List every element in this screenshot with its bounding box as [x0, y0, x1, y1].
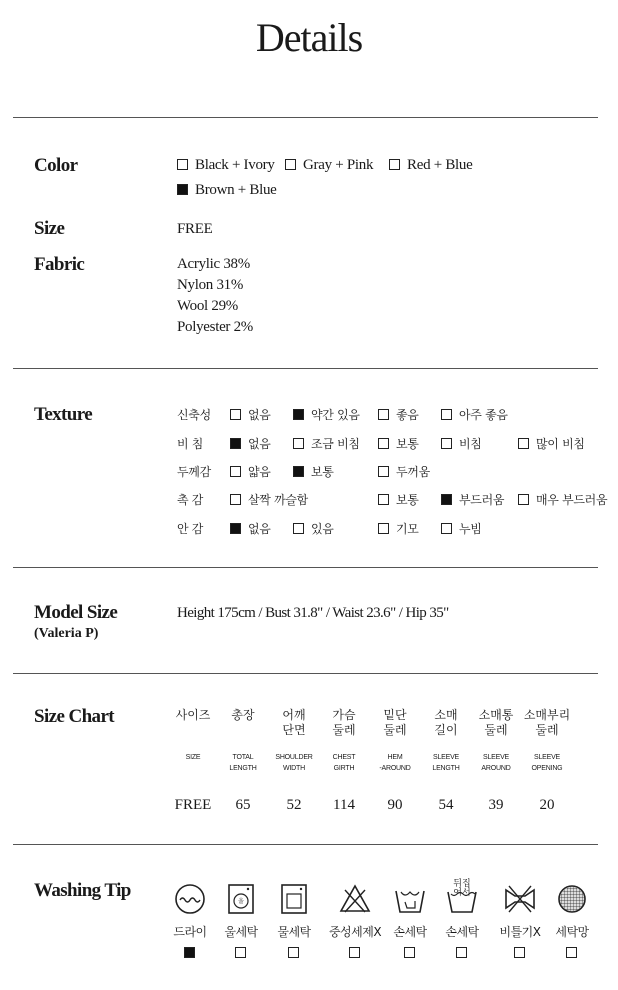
size-chart-header-en: CHEST GIRTH — [332, 754, 356, 772]
checkbox — [441, 409, 452, 420]
dry-clean-icon — [173, 882, 207, 916]
size-value: FREE — [177, 221, 213, 237]
checkbox — [230, 523, 241, 534]
washing-checkbox — [514, 947, 525, 958]
size-chart-header: 소매부리 둘레 — [523, 708, 571, 737]
size-chart-value: 65 — [235, 797, 251, 813]
washing-label: 손세탁 — [445, 925, 479, 939]
size-chart-header-en: SIZE — [185, 754, 201, 761]
size-chart-header: 총장 — [231, 708, 255, 722]
size-label: Size — [34, 218, 65, 239]
size-chart-header: 밑단 둘레 — [383, 708, 407, 737]
checkbox — [389, 159, 400, 170]
texture-row-label: 신축성 — [177, 408, 211, 422]
checkbox — [518, 438, 529, 449]
texture-option: 없음 — [230, 520, 271, 537]
fabric-label: Fabric — [34, 254, 85, 275]
checkbox — [293, 466, 304, 477]
checkbox — [378, 494, 389, 505]
fabric-item: Wool 29% — [177, 298, 238, 314]
washing-checkbox — [349, 947, 360, 958]
checkbox — [378, 409, 389, 420]
washing-label: 손세탁 — [393, 925, 427, 939]
checkbox — [441, 523, 452, 534]
washing-label: 물세탁 — [277, 925, 311, 939]
color-option: Red + Blue — [389, 157, 472, 174]
checkbox — [378, 466, 389, 477]
checkbox — [293, 409, 304, 420]
washing-label: 세탁망 — [555, 925, 589, 939]
washing-checkbox — [184, 947, 195, 958]
washing-checkbox — [456, 947, 467, 958]
laundry-net-icon — [555, 882, 589, 916]
size-chart-header-en: SLEEVE AROUND — [481, 754, 511, 772]
no-bleach-icon — [338, 882, 372, 916]
texture-option: 많이 비침 — [518, 435, 585, 452]
washing-label: 울세탁 — [224, 925, 258, 939]
texture-option: 없음 — [230, 406, 271, 423]
size-chart-header-en: SHOULDER WIDTH — [275, 754, 313, 772]
texture-row-label: 비 침 — [177, 437, 204, 451]
washing-label: 드라이 — [173, 925, 207, 939]
washing-label: 중성세제X — [328, 925, 382, 939]
size-chart-value: 52 — [286, 797, 302, 813]
size-chart-value: 90 — [387, 797, 403, 813]
color-option: Gray + Pink — [285, 157, 373, 174]
color-option: Brown + Blue — [177, 182, 277, 199]
texture-option: 부드러움 — [441, 491, 504, 508]
checkbox — [378, 438, 389, 449]
washing-checkbox — [404, 947, 415, 958]
divider — [13, 673, 598, 674]
model-measurements: Height 175cm / Bust 31.8" / Waist 23.6" / Hip 35" — [177, 605, 449, 621]
size-chart-value: 54 — [438, 797, 454, 813]
machine-wash-icon — [277, 882, 311, 916]
texture-option: 좋음 — [378, 406, 419, 423]
washing-checkbox — [235, 947, 246, 958]
texture-option: 보통 — [378, 491, 419, 508]
texture-label: Texture — [34, 404, 93, 425]
checkbox — [177, 159, 188, 170]
no-wring-icon — [503, 882, 537, 916]
size-chart-header: 사이즈 — [175, 708, 211, 722]
checkbox — [230, 466, 241, 477]
size-chart-header: 소매통 둘레 — [478, 708, 514, 737]
washing-label: 비틀기X — [499, 925, 541, 939]
size-chart-value: FREE — [174, 797, 212, 813]
color-option: Black + Ivory — [177, 157, 275, 174]
washing-tip-label: Washing Tip — [34, 880, 131, 901]
texture-option: 보통 — [293, 463, 334, 480]
texture-row-label: 안 감 — [177, 522, 204, 536]
divider — [13, 368, 598, 369]
model-name: (Valeria P) — [34, 626, 99, 641]
checkbox — [441, 494, 452, 505]
size-chart-label: Size Chart — [34, 706, 115, 727]
checkbox — [518, 494, 529, 505]
texture-option: 두꺼움 — [378, 463, 430, 480]
texture-option: 없음 — [230, 435, 271, 452]
washing-checkbox — [288, 947, 299, 958]
texture-option: 매우 부드러움 — [518, 491, 607, 508]
texture-row-label: 두께감 — [177, 465, 211, 479]
texture-option: 비침 — [441, 435, 482, 452]
page-title: Details — [255, 15, 363, 60]
checkbox — [378, 523, 389, 534]
checkbox — [230, 409, 241, 420]
texture-option: 기모 — [378, 520, 419, 537]
texture-option: 보통 — [378, 435, 419, 452]
size-chart-header: 가슴 둘레 — [332, 708, 356, 737]
size-chart-header-en: TOTAL LENGTH — [229, 754, 257, 772]
texture-option: 아주 좋음 — [441, 406, 508, 423]
checkbox — [285, 159, 296, 170]
divider — [13, 567, 598, 568]
checkbox — [230, 438, 241, 449]
size-chart-value: 20 — [539, 797, 555, 813]
checkbox — [293, 523, 304, 534]
checkbox — [293, 438, 304, 449]
texture-row-label: 촉 감 — [177, 493, 204, 507]
icon-text: 울 — [238, 898, 244, 905]
texture-option: 누빔 — [441, 520, 482, 537]
size-chart-value: 114 — [333, 797, 355, 813]
fabric-item: Nylon 31% — [177, 277, 244, 293]
size-chart-header: 소매 길이 — [434, 708, 458, 737]
checkbox — [177, 184, 188, 195]
fabric-item: Acrylic 38% — [177, 256, 250, 272]
icon-text: 뒤집어서 — [453, 879, 471, 898]
model-size-label: Model Size — [34, 602, 118, 623]
fabric-item: Polyester 2% — [177, 319, 253, 335]
size-chart-header: 어깨 단면 — [282, 708, 306, 737]
color-label: Color — [34, 155, 78, 176]
checkbox — [441, 438, 452, 449]
texture-option: 있음 — [293, 520, 334, 537]
texture-option: 얇음 — [230, 463, 271, 480]
divider — [13, 117, 598, 118]
size-chart-header-en: SLEEVE LENGTH — [432, 754, 460, 772]
size-chart-header-en: HEM -AROUND — [379, 754, 411, 772]
divider — [13, 844, 598, 845]
size-chart-value: 39 — [488, 797, 504, 813]
washing-checkbox — [566, 947, 577, 958]
size-chart-header-en: SLEEVE OPENING — [531, 754, 563, 772]
hand-wash-icon — [393, 882, 427, 916]
texture-option: 살짝 까슬함 — [230, 491, 308, 508]
texture-option: 약간 있음 — [293, 406, 360, 423]
checkbox — [230, 494, 241, 505]
texture-option: 조금 비침 — [293, 435, 360, 452]
